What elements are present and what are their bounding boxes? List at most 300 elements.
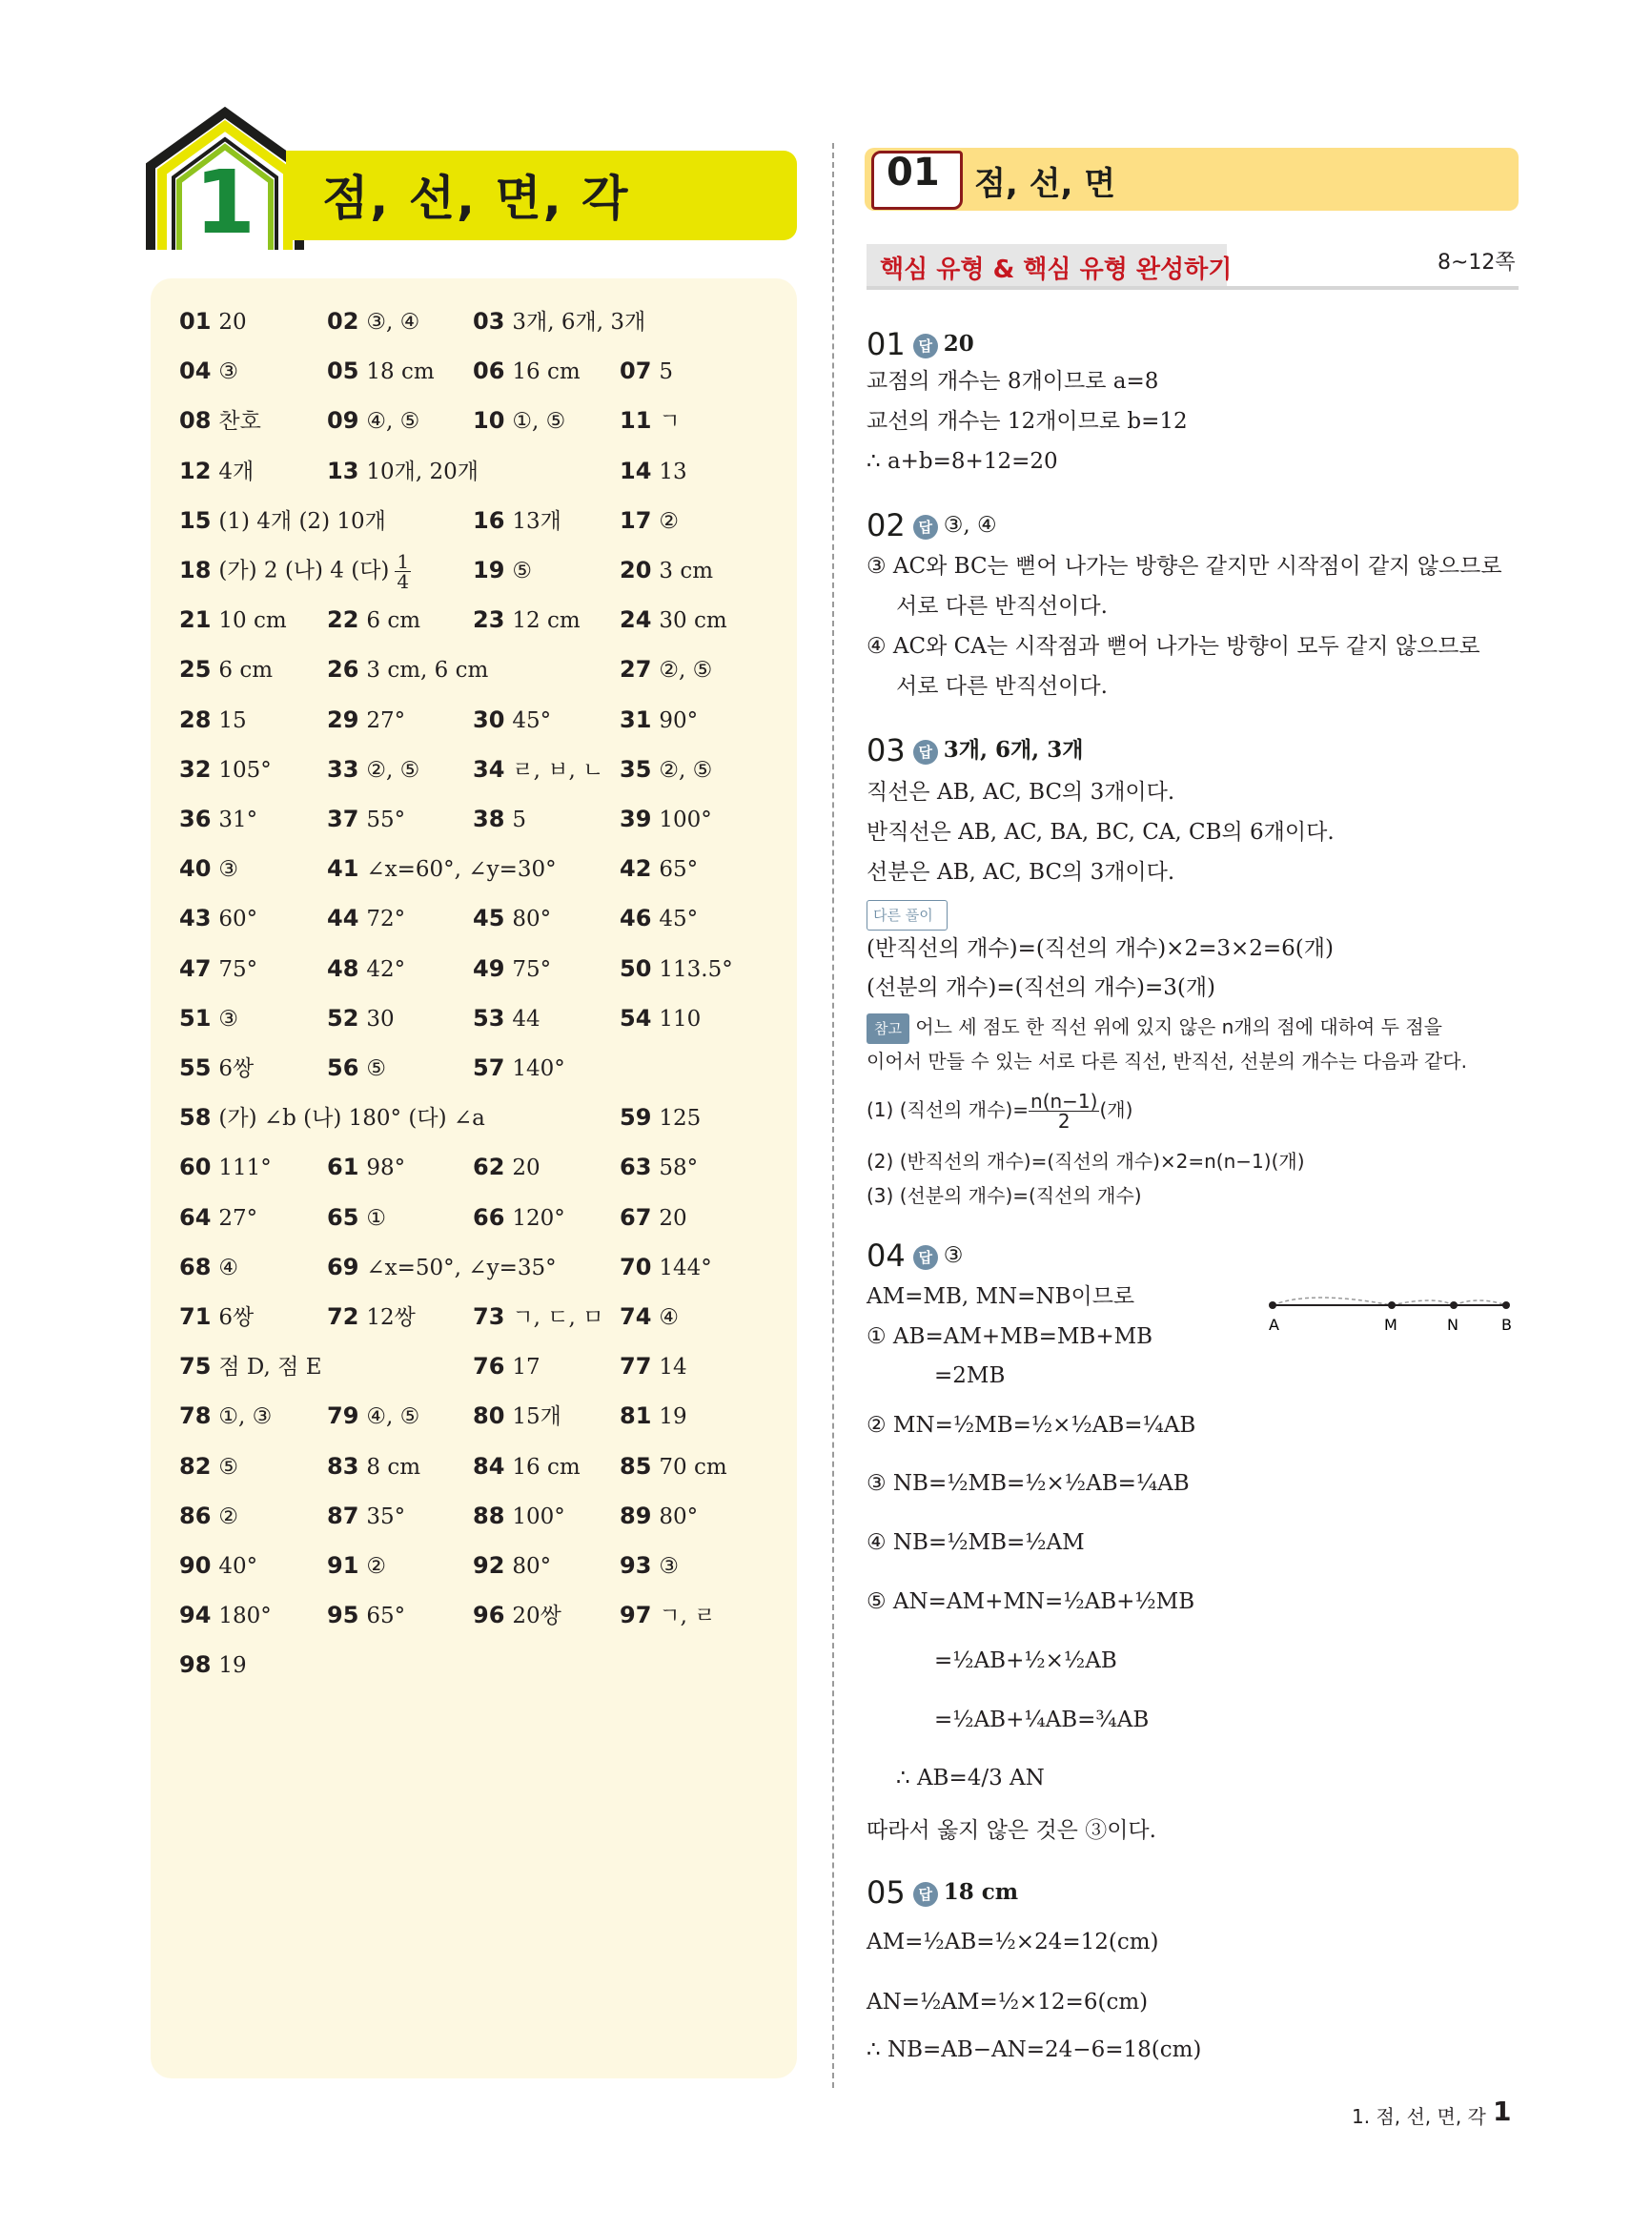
answer-item (179, 307, 247, 337)
subsection-bar (867, 244, 1519, 290)
answer-item (327, 1551, 386, 1581)
answer-number: 59 (620, 1104, 652, 1132)
answer-item (620, 1302, 679, 1332)
fraction (1029, 1092, 1099, 1131)
answer-tip-icon: 답 (913, 515, 938, 540)
answer-value: 19 (218, 1653, 247, 1679)
answer-value: 16 cm (512, 359, 581, 385)
answer-number: 78 (179, 1402, 212, 1430)
answer-value: 140° (512, 1056, 565, 1081)
answer-item (620, 1452, 727, 1482)
answer-item (620, 854, 698, 884)
answer-tip-icon: 답 (913, 334, 938, 358)
answer-value: ② (366, 1554, 387, 1579)
answer-item (620, 605, 727, 635)
answer-value: 점 D, 점 E (218, 1355, 322, 1381)
answer-number: 61 (327, 1154, 359, 1181)
answer-number: 50 (620, 954, 652, 982)
answer-number: 04 (179, 358, 212, 385)
answer-value: 110 (659, 1006, 702, 1032)
problem-number: 03 (867, 732, 906, 768)
answer-value: 27° (218, 1205, 258, 1231)
answer-number: 17 (620, 506, 652, 534)
subsection-underline (867, 286, 1519, 290)
answer-number: 82 (179, 1452, 212, 1480)
answer-item (327, 357, 435, 386)
solution-line: ∴ AB=4/3 AN (896, 1766, 1045, 1790)
solution-line: 직선은 AB, AC, BC의 3개이다. (867, 780, 1175, 805)
answer-value: 12쌍 (366, 1305, 416, 1330)
answer-item (179, 1153, 272, 1182)
answer-item (179, 1103, 485, 1133)
answer-item (620, 1103, 701, 1133)
answer-item (179, 406, 261, 436)
answer-number: 37 (327, 806, 359, 832)
answer-value: 10 cm (218, 608, 287, 634)
answer-number: 05 (327, 358, 359, 385)
answer-number: 75 (179, 1353, 212, 1381)
answer-value: 10개, 20개 (366, 459, 479, 484)
answer-number: 51 (179, 1004, 212, 1032)
answer-item (327, 1253, 557, 1282)
answer-value: ④, ⑤ (366, 1404, 420, 1430)
answer-number: 20 (620, 557, 652, 583)
answer-item (620, 1601, 715, 1630)
answer-value: ③ (218, 857, 239, 883)
answer-item (620, 1004, 701, 1033)
answer-number: 46 (620, 905, 652, 932)
answer-item (473, 605, 581, 635)
answer-item (473, 357, 581, 386)
answer-value: 5 (512, 808, 527, 832)
answer-value: 100° (659, 808, 712, 832)
answer-item (327, 307, 419, 337)
answer-value: 75° (512, 956, 552, 982)
answer-value: ∠x=50°, ∠y=35° (366, 1255, 557, 1280)
answer-item (620, 755, 712, 785)
answer-item (179, 1352, 322, 1381)
answer-item (620, 954, 733, 984)
answer-value: ②, ⑤ (659, 757, 713, 783)
fraction-numerator: n(n−1) (1030, 1090, 1098, 1113)
solution-line: 따라서 옳지 않은 것은 ③이다. (867, 1818, 1156, 1843)
answer-number: 72 (327, 1303, 359, 1330)
answer-item (473, 1203, 565, 1233)
answer-number: 41 (327, 855, 359, 883)
answer-number: 06 (473, 358, 505, 385)
answer-item (473, 1054, 565, 1083)
answer-number: 02 (327, 308, 359, 335)
answer-item (473, 805, 526, 834)
answer-value: 80° (659, 1504, 699, 1529)
answer-item (620, 556, 713, 585)
chapter-number: 1 (194, 152, 256, 250)
answer-number: 26 (327, 656, 359, 684)
answer-number: 23 (473, 606, 505, 634)
answer-item (179, 1054, 254, 1083)
answer-value: 120° (512, 1205, 565, 1231)
answer-number: 34 (473, 755, 505, 783)
answer-number: 81 (620, 1402, 652, 1430)
page-number: 1 (1493, 2096, 1512, 2127)
chapter-title: 점, 선, 면, 각 (322, 171, 630, 226)
answer-item (327, 904, 405, 933)
solution-line: 교점의 개수는 8개이므로 a=8 (867, 369, 1159, 394)
answer-item (473, 506, 561, 536)
point-label: M (1384, 1316, 1397, 1334)
answer-item (179, 1601, 272, 1630)
solution-line: ⑤ AN=AM+MN=½AB+½MB (867, 1589, 1195, 1614)
answer-item (327, 755, 419, 785)
subsection-label: 핵심 유형 & 핵심 유형 완성하기 (880, 256, 1233, 284)
segment-diagram (1263, 1292, 1520, 1340)
answer-number: 54 (620, 1004, 652, 1032)
answer-item (620, 1153, 698, 1182)
answer-number: 25 (179, 656, 212, 684)
answer-value: 20 (659, 1205, 687, 1231)
answer-number: 43 (179, 905, 212, 932)
answer-number: 30 (473, 706, 505, 733)
answer-value: 31° (218, 808, 258, 832)
answer-item (473, 706, 551, 735)
answer-item (327, 1502, 405, 1531)
answer-value: 75° (218, 956, 258, 982)
answer-value: ㄱ (659, 409, 681, 435)
answer-number: 60 (179, 1154, 212, 1181)
solution-line: ∴ a+b=8+12=20 (867, 449, 1058, 474)
answer-number: 89 (620, 1502, 652, 1529)
answer-value: 40° (218, 1554, 258, 1579)
answer-item (473, 755, 603, 785)
answer-value: 80° (512, 907, 552, 932)
answer-value: 13개 (512, 508, 561, 534)
answer-tip-icon: 답 (913, 740, 938, 765)
answer-item (179, 655, 273, 685)
answer-number: 21 (179, 606, 212, 634)
answer-value: 15 (218, 707, 247, 733)
answer-item (620, 357, 673, 386)
answer-value: 113.5° (659, 956, 733, 982)
answer-value: 6쌍 (218, 1056, 255, 1081)
answer-item (620, 1203, 687, 1233)
formula-text: (개) (1099, 1098, 1133, 1121)
answer-item (327, 1302, 416, 1332)
answer-number: 52 (327, 1004, 359, 1032)
answer-number: 15 (179, 506, 212, 534)
answer-item (327, 805, 405, 834)
answer-number: 12 (179, 457, 212, 484)
point-label: A (1269, 1316, 1279, 1334)
answer-item (473, 1352, 540, 1381)
formula-text: (1) (직선의 개수)= (867, 1098, 1030, 1121)
solution-line: 선분은 AB, AC, BC의 3개이다. (867, 860, 1175, 885)
answer-value: 5 (659, 359, 674, 385)
answer-number: 01 (179, 308, 212, 335)
answer-value: 30 (366, 1006, 395, 1032)
answer-item (473, 1601, 561, 1630)
answer-value: 44 (512, 1006, 540, 1032)
answer-value: 90° (659, 707, 699, 733)
answer-number: 77 (620, 1353, 652, 1381)
answer-value: ③ (218, 359, 239, 385)
answer-value: 6 cm (366, 608, 421, 634)
answer-value: 60° (218, 907, 258, 932)
answer-number: 71 (179, 1303, 212, 1330)
answer-item (179, 904, 257, 933)
fraction-numerator: 1 (397, 550, 410, 573)
answer-item (327, 406, 419, 436)
problem-02 (867, 507, 997, 543)
answer-number: 68 (179, 1253, 212, 1280)
answer-item (179, 605, 287, 635)
note-formula-1 (867, 1092, 1132, 1131)
problem-answer: ③ (943, 1243, 964, 1268)
answer-number: 94 (179, 1602, 212, 1629)
answer-number: 76 (473, 1353, 505, 1381)
answer-number: 07 (620, 358, 652, 385)
answer-value: 65° (659, 857, 699, 883)
answer-value: ②, ⑤ (659, 658, 713, 684)
problem-answer: 20 (943, 331, 974, 357)
answer-item (327, 1153, 405, 1182)
solution-line: ② MN=½MB=½×½AB=¼AB (867, 1413, 1196, 1438)
solution-line: 반직선은 AB, AC, BA, BC, CA, CB의 6개이다. (867, 820, 1335, 845)
answer-value: 180° (218, 1604, 272, 1629)
answer-item (473, 1551, 551, 1581)
answer-item (620, 1502, 698, 1531)
problem-number: 04 (867, 1238, 906, 1274)
problem-01 (867, 326, 974, 362)
note-line: 이어서 만들 수 있는 서로 다른 직선, 반직선, 선분의 개수는 다음과 같다. (867, 1050, 1467, 1073)
answer-item (327, 1203, 386, 1233)
answer-item (179, 457, 254, 486)
answer-item (327, 854, 557, 884)
answer-item (327, 1452, 420, 1482)
answer-value: 18 cm (366, 359, 435, 385)
answer-number: 03 (473, 308, 505, 335)
answer-value: ② (218, 1504, 239, 1529)
answer-number: 57 (473, 1054, 505, 1081)
answer-value: 58° (659, 1156, 699, 1181)
answer-value: ④ (218, 1255, 239, 1280)
answer-number: 64 (179, 1203, 212, 1231)
answer-item (327, 1401, 419, 1431)
answer-item (179, 1203, 257, 1233)
section-number: 01 (887, 151, 940, 194)
solution-line: AN=½AM=½×12=6(cm) (867, 1990, 1149, 2015)
answer-value: 20 (512, 1156, 540, 1181)
problem-number: 05 (867, 1874, 906, 1911)
answer-item (620, 904, 698, 933)
answer-value: ③ (218, 1006, 239, 1032)
column-divider (832, 143, 834, 2088)
solution-line: AM=MB, MN=NB이므로 (867, 1284, 1135, 1309)
answer-number: 62 (473, 1154, 505, 1181)
answer-item (473, 1401, 561, 1431)
answer-value: 105° (218, 757, 272, 783)
answer-value: 14 (659, 1355, 687, 1381)
solution-line: 서로 다른 반직선이다. (896, 594, 1108, 619)
answer-value: 13 (659, 459, 687, 484)
answer-item (179, 755, 272, 785)
answer-tip-icon: 답 (913, 1245, 938, 1270)
solution-line: =½AB+½×½AB (934, 1648, 1117, 1673)
fraction (395, 552, 411, 591)
answer-value: 12 cm (512, 608, 581, 634)
answer-value: 42° (366, 956, 406, 982)
answer-item (327, 457, 479, 486)
answer-number: 53 (473, 1004, 505, 1032)
answer-value: 6 cm (218, 658, 274, 684)
solution-line: 교선의 개수는 12개이므로 b=12 (867, 409, 1188, 434)
answer-value: 3 cm (659, 559, 714, 583)
answer-number: 63 (620, 1154, 652, 1181)
answer-number: 16 (473, 506, 505, 534)
answer-value: 45° (512, 707, 552, 733)
answer-number: 56 (327, 1054, 359, 1081)
answer-number: 09 (327, 407, 359, 435)
answer-item (179, 1253, 238, 1282)
answer-number: 49 (473, 954, 505, 982)
solution-line: =½AB+¼AB=¾AB (934, 1708, 1150, 1732)
answer-number: 35 (620, 755, 652, 783)
answer-value: 19 (659, 1404, 687, 1430)
answer-value: ⑤ (512, 559, 533, 583)
solution-line: AM=½AB=½×24=12(cm) (867, 1930, 1159, 1954)
answer-value: 55° (366, 808, 406, 832)
answer-number: 85 (620, 1452, 652, 1480)
answer-number: 87 (327, 1502, 359, 1529)
answer-number: 18 (179, 556, 212, 583)
answer-item (473, 556, 532, 585)
problem-number: 01 (867, 326, 906, 362)
answer-value: 4개 (218, 459, 255, 484)
solution-line: ③ NB=½MB=½×½AB=¼AB (867, 1471, 1190, 1496)
answer-item (327, 706, 405, 735)
answer-value: ③, ④ (366, 310, 420, 335)
answer-number: 33 (327, 755, 359, 783)
answer-number: 73 (473, 1303, 505, 1330)
answer-value: 16 cm (512, 1454, 581, 1480)
answer-number: 28 (179, 706, 212, 733)
answer-number: 65 (327, 1203, 359, 1231)
note-line: 어느 세 점도 한 직선 위에 있지 않은 n개의 점에 대하여 두 점을 (915, 1015, 1442, 1038)
answer-item (327, 605, 420, 635)
answer-number: 86 (179, 1502, 212, 1529)
answer-item (473, 1502, 565, 1531)
answer-number: 48 (327, 954, 359, 982)
answer-value: ③ (659, 1554, 680, 1579)
answer-number: 91 (327, 1552, 359, 1579)
answer-number: 31 (620, 706, 652, 733)
answer-value: ⑤ (218, 1454, 239, 1480)
answer-item (473, 954, 551, 984)
point-label: B (1501, 1316, 1512, 1334)
answer-value: ④ (659, 1305, 680, 1330)
answer-item (179, 706, 247, 735)
answer-value: 27° (366, 707, 406, 733)
answer-item (327, 1054, 386, 1083)
answer-value: (가) 2 (나) 4 (다) (218, 558, 390, 583)
answer-value: 100° (512, 1504, 565, 1529)
answer-item (327, 1601, 405, 1630)
answer-item (473, 1004, 540, 1033)
answer-item (473, 904, 551, 933)
answer-value: ② (659, 508, 680, 534)
answer-value: ①, ③ (218, 1404, 273, 1430)
answer-number: 74 (620, 1303, 652, 1330)
answer-item (473, 1153, 540, 1182)
answer-number: 42 (620, 855, 652, 883)
answer-number: 36 (179, 806, 212, 832)
answer-value: 125 (659, 1106, 702, 1132)
answer-value: 45° (659, 907, 699, 932)
answer-number: 92 (473, 1552, 505, 1579)
answer-value: 65° (366, 1604, 406, 1629)
answer-value: 찬호 (218, 409, 261, 435)
answer-value: 70 cm (659, 1454, 727, 1480)
answer-number: 47 (179, 954, 212, 982)
answer-number: 66 (473, 1203, 505, 1231)
answer-value: 72° (366, 907, 406, 932)
answer-value: 6쌍 (218, 1305, 255, 1330)
answer-value: 3개, 6개, 3개 (512, 310, 646, 335)
note-formula-2: (2) (반직선의 개수)=(직선의 개수)×2=n(n−1)(개) (867, 1150, 1305, 1173)
answer-item (179, 1502, 238, 1531)
problem-03 (867, 732, 1083, 768)
answer-number: 84 (473, 1452, 505, 1480)
note-formula-3: (3) (선분의 개수)=(직선의 개수) (867, 1184, 1142, 1207)
answer-item (620, 1401, 687, 1431)
answer-item (620, 506, 679, 536)
answer-value: ㄹ, ㅂ, ㄴ (512, 757, 604, 783)
answer-item (620, 406, 681, 436)
answer-value: 8 cm (366, 1454, 421, 1480)
answer-number: 27 (620, 656, 652, 684)
answer-value: ②, ⑤ (366, 757, 420, 783)
answer-item (620, 1352, 687, 1381)
fraction-denominator: 2 (1057, 1110, 1071, 1133)
answer-value: ∠x=60°, ∠y=30° (366, 857, 557, 883)
answer-number: 98 (179, 1651, 212, 1679)
answer-number: 88 (473, 1502, 505, 1529)
answer-item (473, 406, 565, 436)
problem-number: 02 (867, 507, 906, 543)
answer-item (179, 506, 386, 536)
answer-number: 90 (179, 1552, 212, 1579)
section-title: 점, 선, 면 (974, 165, 1116, 203)
answer-item (620, 655, 712, 685)
point-label: N (1447, 1316, 1458, 1334)
solution-line: ④ NB=½MB=½AM (867, 1530, 1085, 1555)
solution-line: 서로 다른 반직선이다. (896, 674, 1108, 699)
answer-number: 11 (620, 407, 652, 435)
answer-item (473, 1452, 581, 1482)
answer-value: 98° (366, 1156, 406, 1181)
problem-answer: 18 cm (943, 1879, 1019, 1905)
answer-value: 20 (218, 310, 247, 335)
answer-value: 35° (366, 1504, 406, 1529)
answer-number: 58 (179, 1104, 212, 1132)
answer-item (179, 1004, 238, 1033)
answer-number: 70 (620, 1253, 652, 1280)
answer-item (473, 1302, 603, 1332)
answer-number: 14 (620, 457, 652, 484)
alt-solution-badge: 다른 풀이 (867, 900, 948, 931)
answer-number: 10 (473, 407, 505, 435)
solution-line: (반직선의 개수)=(직선의 개수)×2=3×2=6(개) (867, 936, 1334, 961)
problem-05 (867, 1874, 1018, 1911)
